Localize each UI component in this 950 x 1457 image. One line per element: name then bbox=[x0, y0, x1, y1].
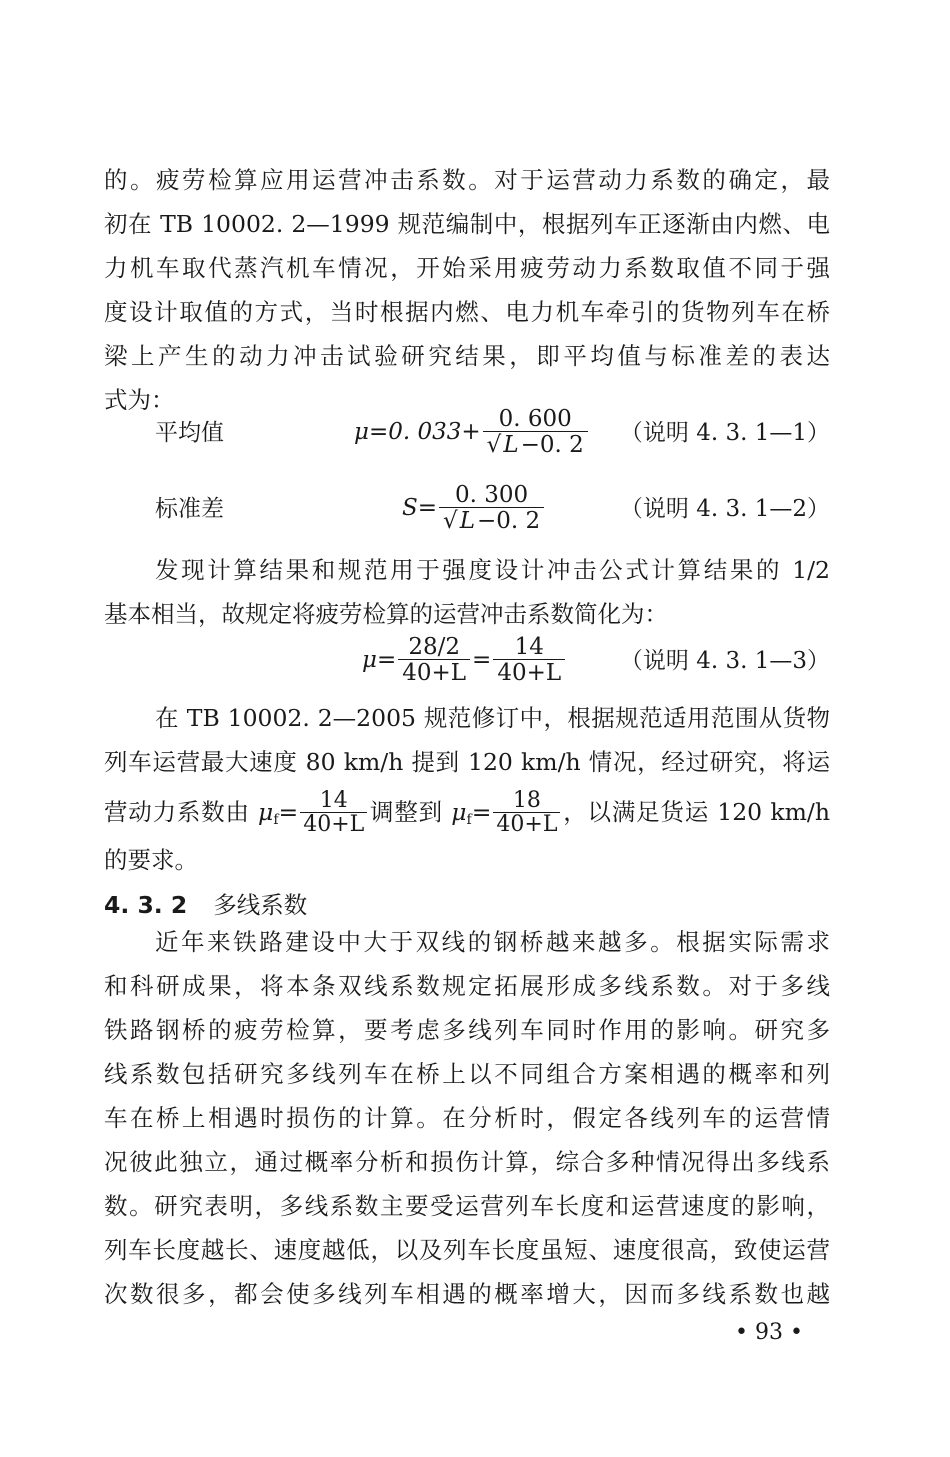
text-line: 发现计算结果和规范用于强度设计冲击公式计算结果的 1/2 bbox=[155, 556, 830, 584]
fraction bbox=[439, 483, 544, 534]
text-line: 数。研究表明，多线系数主要受运营列车长度和运营速度的影响， bbox=[104, 1192, 830, 1220]
sqrt-arg: L bbox=[459, 507, 475, 534]
text-fragment: ，以满足货运 120 km/h bbox=[562, 798, 830, 826]
formula-label: 标准差 bbox=[155, 496, 224, 522]
text-line: 和科研成果，将本条双线系数规定拓展形成多线系数。对于多线 bbox=[104, 972, 830, 1000]
numerator: 0. 300 bbox=[455, 481, 529, 508]
text-line-with-formula bbox=[104, 786, 830, 838]
numerator: 18 bbox=[512, 788, 541, 813]
mu-symbol: μ bbox=[451, 798, 467, 826]
text-line: 在 TB 10002. 2—2005 规范修订中，根据规范适用范围从货物 bbox=[155, 704, 830, 732]
section-heading bbox=[104, 885, 307, 925]
text-line: 列车长度越长、速度越低，以及列车长度虽短、速度很高，致使运营 bbox=[104, 1236, 830, 1264]
sqrt-arg: L bbox=[503, 431, 519, 458]
subscript: f bbox=[466, 812, 472, 828]
fraction bbox=[493, 790, 560, 837]
equation-number: （说明 4. 3. 1—3） bbox=[619, 648, 830, 674]
equals-sign: = bbox=[471, 798, 492, 826]
page-number: • 93 • bbox=[735, 1320, 803, 1345]
numerator: 28/2 bbox=[408, 633, 460, 660]
text-line: 度设计取值的方式，当时根据内燃、电力机车牵引的货物列车在桥 bbox=[104, 298, 830, 326]
denominator: 40+L bbox=[493, 659, 565, 686]
section-title: 多线系数 bbox=[213, 891, 308, 919]
subscript: f bbox=[273, 812, 279, 828]
fraction bbox=[493, 635, 565, 686]
text-fragment: 营动力系数由 bbox=[104, 798, 259, 826]
formula-expression bbox=[354, 402, 590, 462]
equals-sign: = bbox=[278, 798, 299, 826]
text-line: 初在 TB 10002. 2—1999 规范编制中，根据列车正逐渐由内燃、电 bbox=[104, 210, 830, 238]
fraction bbox=[300, 790, 367, 837]
text-line: 铁路钢桥的疲劳检算，要考虑多线列车同时作用的影响。研究多 bbox=[104, 1016, 830, 1044]
text-line: 况彼此独立，通过概率分析和损伤计算，综合多种情况得出多线系 bbox=[104, 1148, 830, 1176]
formula-expression bbox=[362, 630, 567, 690]
numerator: 0. 600 bbox=[498, 405, 572, 432]
denominator: 40+L bbox=[493, 812, 560, 837]
formula-impact bbox=[104, 630, 830, 690]
denominator: 40+L bbox=[300, 812, 367, 837]
section-number: 4. 3. 2 bbox=[104, 891, 188, 919]
mu-symbol: μ bbox=[258, 798, 274, 826]
fraction bbox=[398, 635, 470, 686]
text-line: 的。疲劳检算应用运营冲击系数。对于运营动力系数的确定，最 bbox=[104, 166, 830, 194]
text-line: 的要求。 bbox=[104, 846, 198, 874]
formula-lhs: μ=0. 033+ bbox=[354, 419, 481, 445]
text-line: 近年来铁路建设中大于双线的钢桥越来越多。根据实际需求 bbox=[155, 928, 830, 956]
text-line: 式为： bbox=[104, 386, 175, 414]
denominator: √L−0. 2 bbox=[439, 507, 544, 534]
numerator: 14 bbox=[319, 788, 348, 813]
text-line: 线系数包括研究多线列车在桥上以不同组合方案相遇的概率和列 bbox=[104, 1060, 830, 1088]
text-line: 力机车取代蒸汽机车情况，开始采用疲劳动力系数取值不同于强 bbox=[104, 254, 830, 282]
formula-lhs: μ= bbox=[362, 647, 397, 673]
formula-mean bbox=[104, 402, 830, 462]
equation-number: （说明 4. 3. 1—2） bbox=[619, 496, 830, 522]
fraction bbox=[483, 407, 588, 458]
formula-stddev bbox=[104, 478, 830, 538]
formula-expression bbox=[402, 478, 546, 538]
formula-label: 平均值 bbox=[155, 420, 224, 446]
denominator: √L−0. 2 bbox=[483, 431, 588, 458]
text-line: 列车运营最大速度 80 km/h 提到 120 km/h 情况，经过研究，将运 bbox=[104, 748, 830, 776]
text-line: 车在桥上相遇时损伤的计算。在分析时，假定各线列车的运营情 bbox=[104, 1104, 830, 1132]
denominator: 40+L bbox=[398, 659, 470, 686]
equals-sign: = bbox=[472, 647, 492, 673]
denominator-rest: −0. 2 bbox=[520, 431, 584, 458]
denominator-rest: −0. 2 bbox=[476, 507, 541, 534]
formula-lhs: S= bbox=[402, 495, 438, 521]
text-line: 基本相当，故规定将疲劳检算的运营冲击系数简化为： bbox=[104, 600, 668, 628]
text-line: 次数很多，都会使多线列车相遇的概率增大，因而多线系数也越 bbox=[104, 1280, 830, 1308]
numerator: 14 bbox=[514, 633, 544, 660]
text-fragment: 调整到 bbox=[369, 798, 452, 826]
text-line: 梁上产生的动力冲击试验研究结果，即平均值与标准差的表达 bbox=[104, 342, 830, 370]
equation-number: （说明 4. 3. 1—1） bbox=[619, 420, 830, 446]
